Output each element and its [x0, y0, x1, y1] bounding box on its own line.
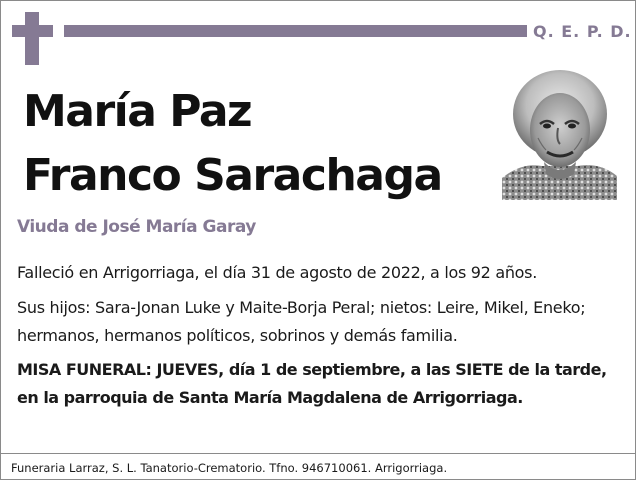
- portrait-photo: [502, 66, 617, 200]
- header-rule: [64, 25, 527, 37]
- widow-of-line: Viuda de José María Garay: [17, 217, 256, 237]
- family-text: Sus hijos: Sara-Jonan Luke y Maite-Borja Peral; nietos: Leire, Mikel, Eneko; hermanos, hermanos políticos, sobrinos y demás familia.: [17, 298, 586, 345]
- deceased-name-line-2-end: ga: [383, 150, 442, 201]
- cross-icon: [25, 12, 39, 65]
- funeral-home-footer: Funeraria Larraz, S. L. Tanatorio-Crematorio. Tfno. 946710061. Arrigorriaga.: [11, 461, 448, 475]
- deceased-name-line-1: María Paz: [23, 86, 252, 137]
- deceased-name-line-2: [23, 150, 442, 201]
- funeral-mass-text: MISA FUNERAL: JUEVES, día 1 de septiembre, a las SIETE de la tarde, en la parroquia de Santa María Magdalena de Arrigorriaga.: [17, 360, 607, 407]
- qepd-label: Q. E. P. D.: [533, 22, 632, 41]
- footer-divider: [1, 453, 635, 454]
- deceased-name-line-2-start: Franco Saracha: [23, 150, 384, 201]
- death-notice-text: Falleció en Arrigorriaga, el día 31 de agosto de 2022, a los 92 años.: [17, 263, 537, 282]
- cross-icon-arm: [12, 25, 53, 37]
